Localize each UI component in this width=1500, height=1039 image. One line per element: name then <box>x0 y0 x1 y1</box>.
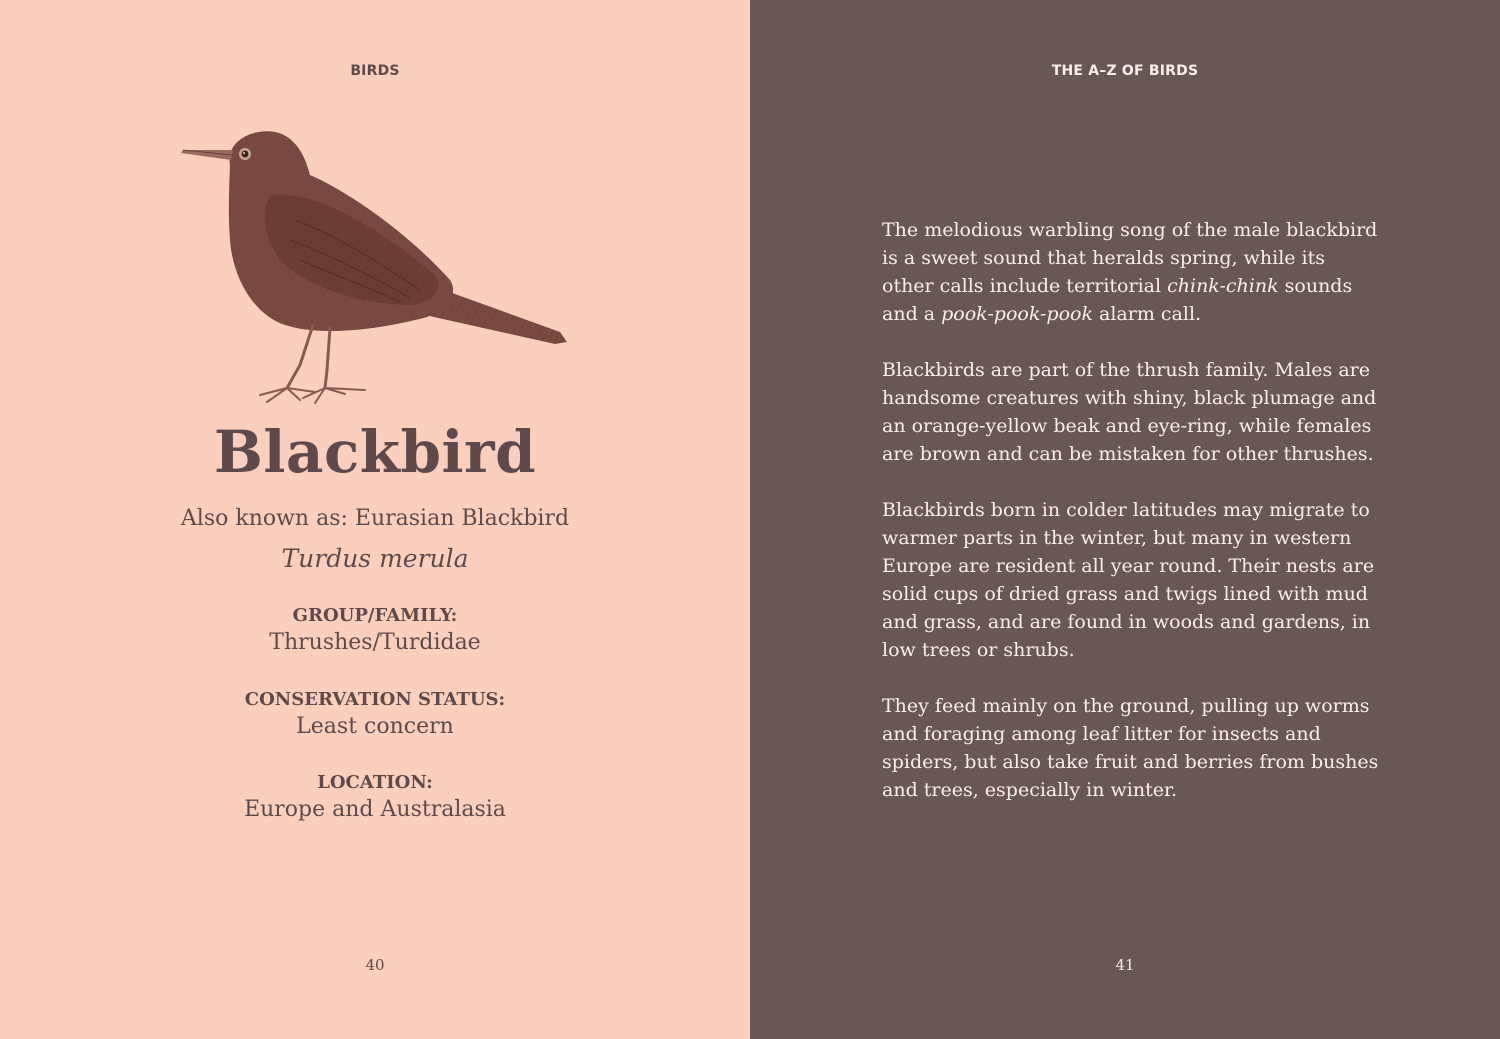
fact-label: CONSERVATION STATUS: <box>244 689 506 710</box>
fact-value: Europe and Australasia <box>244 797 506 822</box>
fact-group-family <box>0 604 750 658</box>
page-number-right: 41 <box>1115 956 1135 974</box>
fact-label: GROUP/FAMILY: <box>292 605 458 626</box>
blackbird-illustration-icon <box>175 120 575 410</box>
paragraph: They feed mainly on the ground, pulling up worms and foraging among leaf litter for insects and spiders, but also take fruit and berries from bushes and trees, especially in winter. <box>882 695 1379 801</box>
species-name: Blackbird <box>213 418 537 486</box>
fact-value: Thrushes/Turdidae <box>269 630 481 655</box>
paragraph: Blackbirds are part of the thrush family. Males are handsome creatures with shiny, black plumage and an orange-yellow beak and eye-ring, while females are brown and can be mistaken for other thrushes. <box>882 359 1377 465</box>
fact-label: LOCATION: <box>317 772 433 793</box>
running-head-left: BIRDS <box>350 63 400 79</box>
paragraph: The melodious warbling song of the male blackbird is a sweet sound that heralds spring, while its other calls include territorial chink-chink sounds and a pook-pook-pook alarm call. <box>882 219 1378 325</box>
paragraph: Blackbirds born in colder latitudes may migrate to warmer parts in the winter, but many in western Europe are resident all year round. Their nests are solid cups of dried grass and twigs lined with mud and grass, and are found in woods and gardens, in low trees or shrubs. <box>882 499 1375 661</box>
also-known-as: Also known as: Eurasian Blackbird <box>180 506 570 531</box>
call-pook: pook-pook-pook <box>941 303 1093 325</box>
fact-value: Least concern <box>296 714 454 739</box>
page-number-left: 40 <box>365 956 385 974</box>
running-head-right: THE A–Z OF BIRDS <box>1051 63 1199 79</box>
scientific-name: Turdus merula <box>281 544 469 573</box>
fact-conservation-status <box>0 688 750 742</box>
fact-location <box>0 771 750 825</box>
body-text <box>882 216 1382 832</box>
right-page <box>750 0 1500 1039</box>
call-chink: chink-chink <box>1167 275 1279 297</box>
